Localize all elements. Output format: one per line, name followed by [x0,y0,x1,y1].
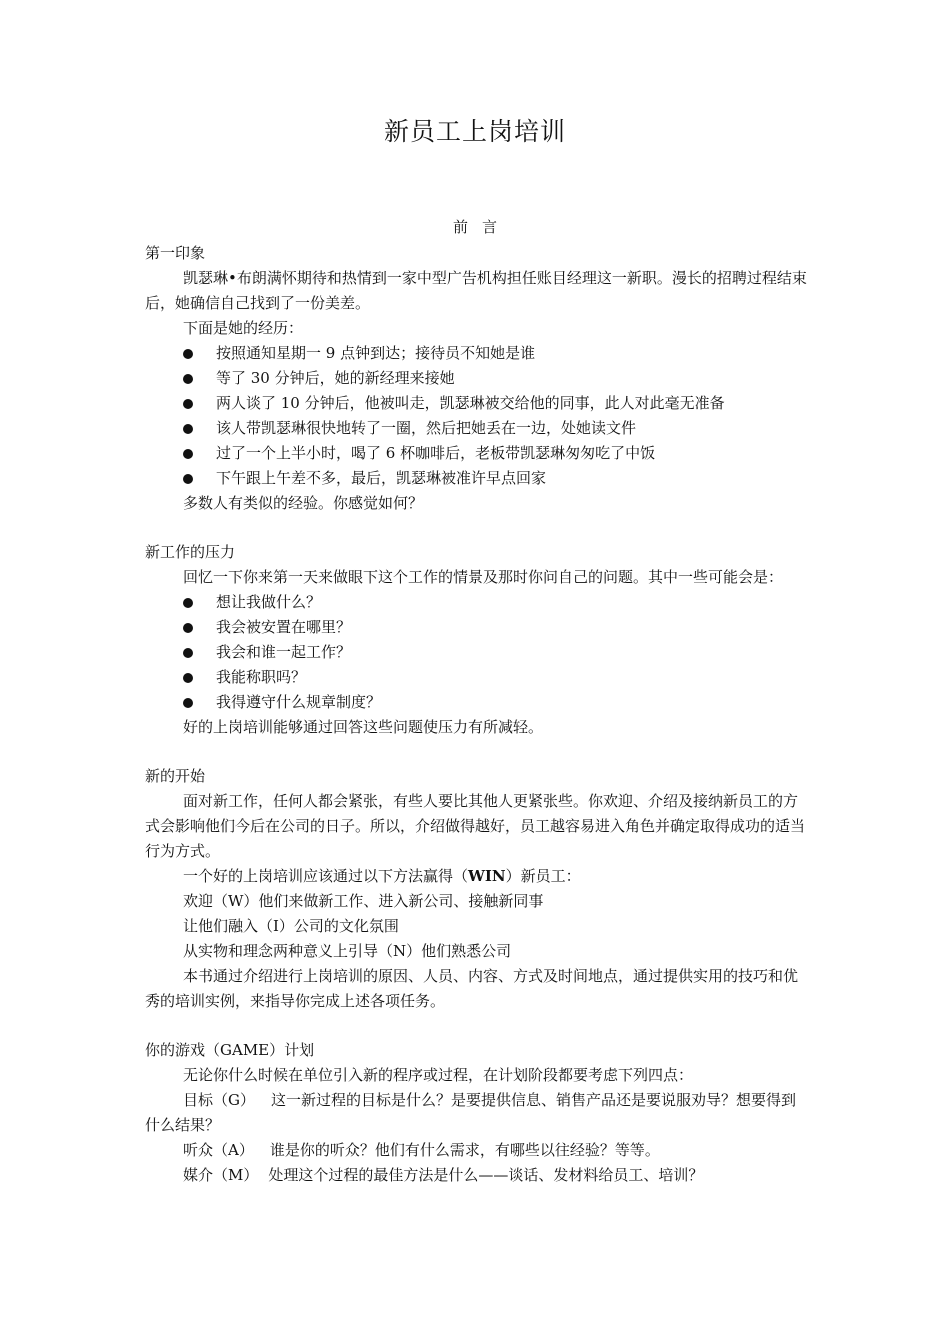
paragraph: 无论你什么时候在单位引入新的程序或过程，在计划阶段都要考虑下列四点： [183,1066,694,1084]
list-item-text: 两人谈了 10 分钟后，他被叫走，凯瑟琳被交给他的同事，此人对此毫无准备 [216,394,725,412]
bullet-icon [183,449,193,459]
paragraph [145,1163,809,1188]
bullet-icon [183,623,193,633]
list-item-text: 我会和谁一起工作？ [216,643,352,661]
media-text: 处理这个过程的最佳方法是什么——谈话、发材料给员工、培训？ [268,1166,704,1184]
paragraph: 从实物和理念两种意义上引导（N）他们熟悉公司 [183,942,512,960]
paragraph-text: 一个好的上岗培训应该通过以下方法赢得（ [183,867,469,885]
list-item-text: 该人带凯瑟琳很快地转了一圈，然后把她丢在一边，处她读文件 [216,419,637,437]
paragraph: 下面是她的经历： [183,319,304,337]
list-item-text: 下午跟上午差不多，最后，凯瑟琳被准许早点回家 [216,469,547,487]
paragraph: 多数人有类似的经验。你感觉如何？ [183,494,424,512]
bullet-icon [183,424,193,434]
list-item-text: 想让我做什么？ [216,593,322,611]
goal-text: 这一新过程的目标是什么？是要提供信息、销售产品还是要说服劝导？想要得到什么结果？ [145,1091,796,1134]
paragraph: 回忆一下你来第一天来做眼下这个工作的情景及那时你问自己的问题。其中一些可能会是： [183,568,784,586]
list-item-text: 我会被安置在哪里？ [216,618,352,636]
list-item [145,466,809,491]
list-item [145,690,809,715]
list-item [145,665,809,690]
blank-line [145,1014,809,1038]
win-acronym: WIN [468,867,506,885]
list-item [145,416,809,441]
paragraph [145,1138,809,1163]
audience-label: 听众（A） [183,1141,254,1159]
bullet-icon [183,598,193,608]
bullet-icon [183,673,193,683]
bullet-icon [183,698,193,708]
paragraph [145,1088,809,1138]
paragraph: 好的上岗培训能够通过回答这些问题使压力有所减轻。 [183,718,544,736]
blank-line [145,516,809,540]
list-item [145,615,809,640]
paragraph: 欢迎（W）他们来做新工作、进入新公司、接触新同事 [183,892,544,910]
paragraph: 本书通过介绍进行上岗培训的原因、人员、内容、方式及时间地点，通过提供实用的技巧和优秀的培训实例，来指导你完成上述各项任务。 [145,967,799,1010]
paragraph [145,864,809,889]
bullet-icon [183,349,193,359]
document-title: 新员工上岗培训 [383,117,566,146]
document-body [145,241,809,1188]
list-item-text: 我能称职吗？ [216,668,307,686]
list-item-text: 按照通知星期一 9 点钟到达；接待员不知她是谁 [216,344,536,362]
list-item [145,341,809,366]
preface-heading: 前言 [452,218,511,236]
paragraph: 凯瑟琳•布朗满怀期待和热情到一家中型广告机构担任账目经理这一新职。漫长的招聘过程结束后，她确信自己找到了一份美差。 [145,269,807,312]
paragraph: 让他们融入（I）公司的文化氛围 [183,917,399,935]
media-label: 媒介（M） [183,1166,259,1184]
section-heading-new-start: 新的开始 [145,767,206,785]
section-heading-pressure: 新工作的压力 [145,543,236,561]
section-heading-first-impression: 第一印象 [145,244,206,262]
goal-label: 目标（G） [183,1091,255,1109]
list-item-text: 过了一个上半小时，喝了 6 杯咖啡后，老板带凯瑟琳匆匆吃了中饭 [216,444,656,462]
section-heading-game: 你的游戏（GAME）计划 [145,1041,315,1059]
list-item-text: 我得遵守什么规章制度？ [216,693,382,711]
bullet-icon [183,399,193,409]
list-item [145,640,809,665]
bullet-icon [183,374,193,384]
paragraph-text: ）新员工： [505,867,581,885]
list-item [145,391,809,416]
bullet-icon [183,474,193,484]
list-item [145,441,809,466]
paragraph: 面对新工作，任何人都会紧张，有些人要比其他人更紧张些。你欢迎、介绍及接纳新员工的方式会影响他们今后在公司的日子。所以，介绍做得越好，员工越容易进入角色并确定取得成功的适当行为方式。 [145,792,806,860]
list-item [145,590,809,615]
blank-line [145,740,809,764]
list-item-text: 等了 30 分钟后，她的新经理来接她 [216,369,455,387]
list-item [145,366,809,391]
bullet-icon [183,648,193,658]
audience-text: 谁是你的听众？他们有什么需求，有哪些以往经验？等等。 [269,1141,660,1159]
